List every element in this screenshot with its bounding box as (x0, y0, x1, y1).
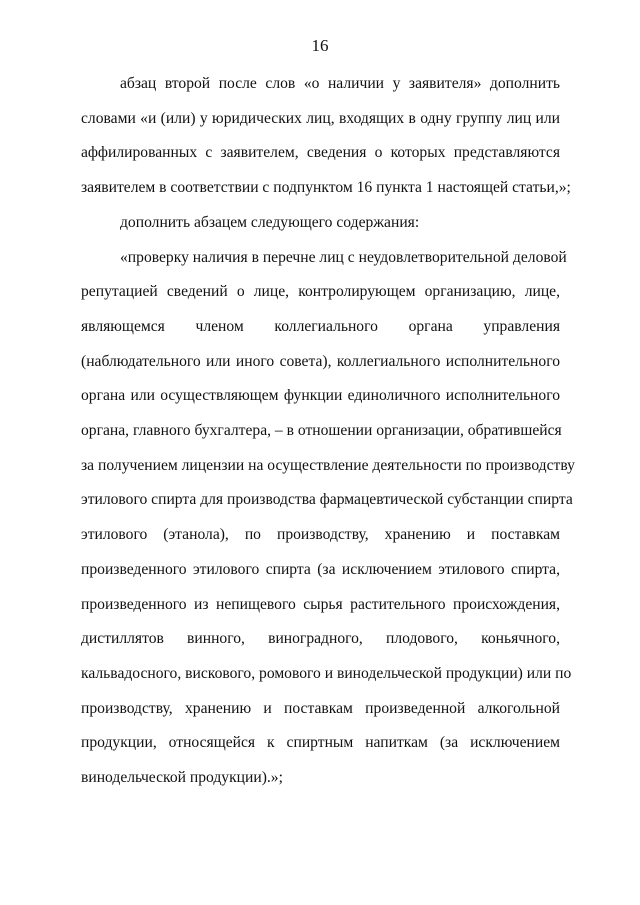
paragraph-new-abzac-text (81, 241, 575, 796)
document-body (81, 67, 575, 796)
text-line: репутацией сведений о лице, контролирующем организацию, лице, (81, 283, 560, 301)
text-line: винодельческой продукции).»; (81, 769, 283, 787)
text-line: органа или осуществляющем функции единоличного исполнительного (81, 387, 560, 405)
text-line: производству, хранению и поставкам произведенной алкогольной (81, 699, 560, 717)
text-line: «проверку наличия в перечне лиц с неудовлетворительной деловой (120, 248, 567, 266)
text-line: этилового (этанола), по производству, хранению и поставкам (81, 526, 560, 544)
text-line: произведенного этилового спирта (за исключением этилового спирта, (81, 560, 560, 578)
paragraph-amendment-abzac-vtoroy (81, 67, 571, 206)
paragraph-add-abzac (81, 206, 560, 241)
text-line: продукции, относящейся к спиртным напиткам (за исключением (81, 734, 560, 752)
text-line: дистиллятов винного, виноградного, плодового, коньячного, (81, 630, 560, 648)
text-line: за получением лицензии на осуществление деятельности по производству (81, 456, 575, 474)
text-line: дополнить абзацем следующего содержания: (120, 213, 420, 231)
text-line: этилового спирта для производства фармацевтической субстанции спирта (81, 491, 573, 509)
page-number: 16 (311, 36, 329, 55)
text-line: аффилированных с заявителем, сведения о которых представляются (81, 144, 560, 162)
text-line: (наблюдательного или иного совета), коллегиального исполнительного (81, 352, 560, 370)
text-line: кальвадосного, вискового, ромового и винодельческой продукции) или по (81, 664, 572, 682)
text-line: являющемся членом коллегиального органа управления (81, 317, 560, 335)
text-line: заявителем в соответствии с подпунктом 16 пункта 1 настоящей статьи,»; (81, 179, 571, 197)
text-line: словами «и (или) у юридических лиц, входящих в одну группу лиц или (81, 109, 560, 127)
text-line: абзац второй после слов «о наличии у заявителя» дополнить (120, 75, 560, 92)
text-line: органа, главного бухгалтера, – в отношении организации, обратившейся (81, 422, 562, 440)
text-line: произведенного из непищевого сырья растительного происхождения, (81, 595, 560, 613)
